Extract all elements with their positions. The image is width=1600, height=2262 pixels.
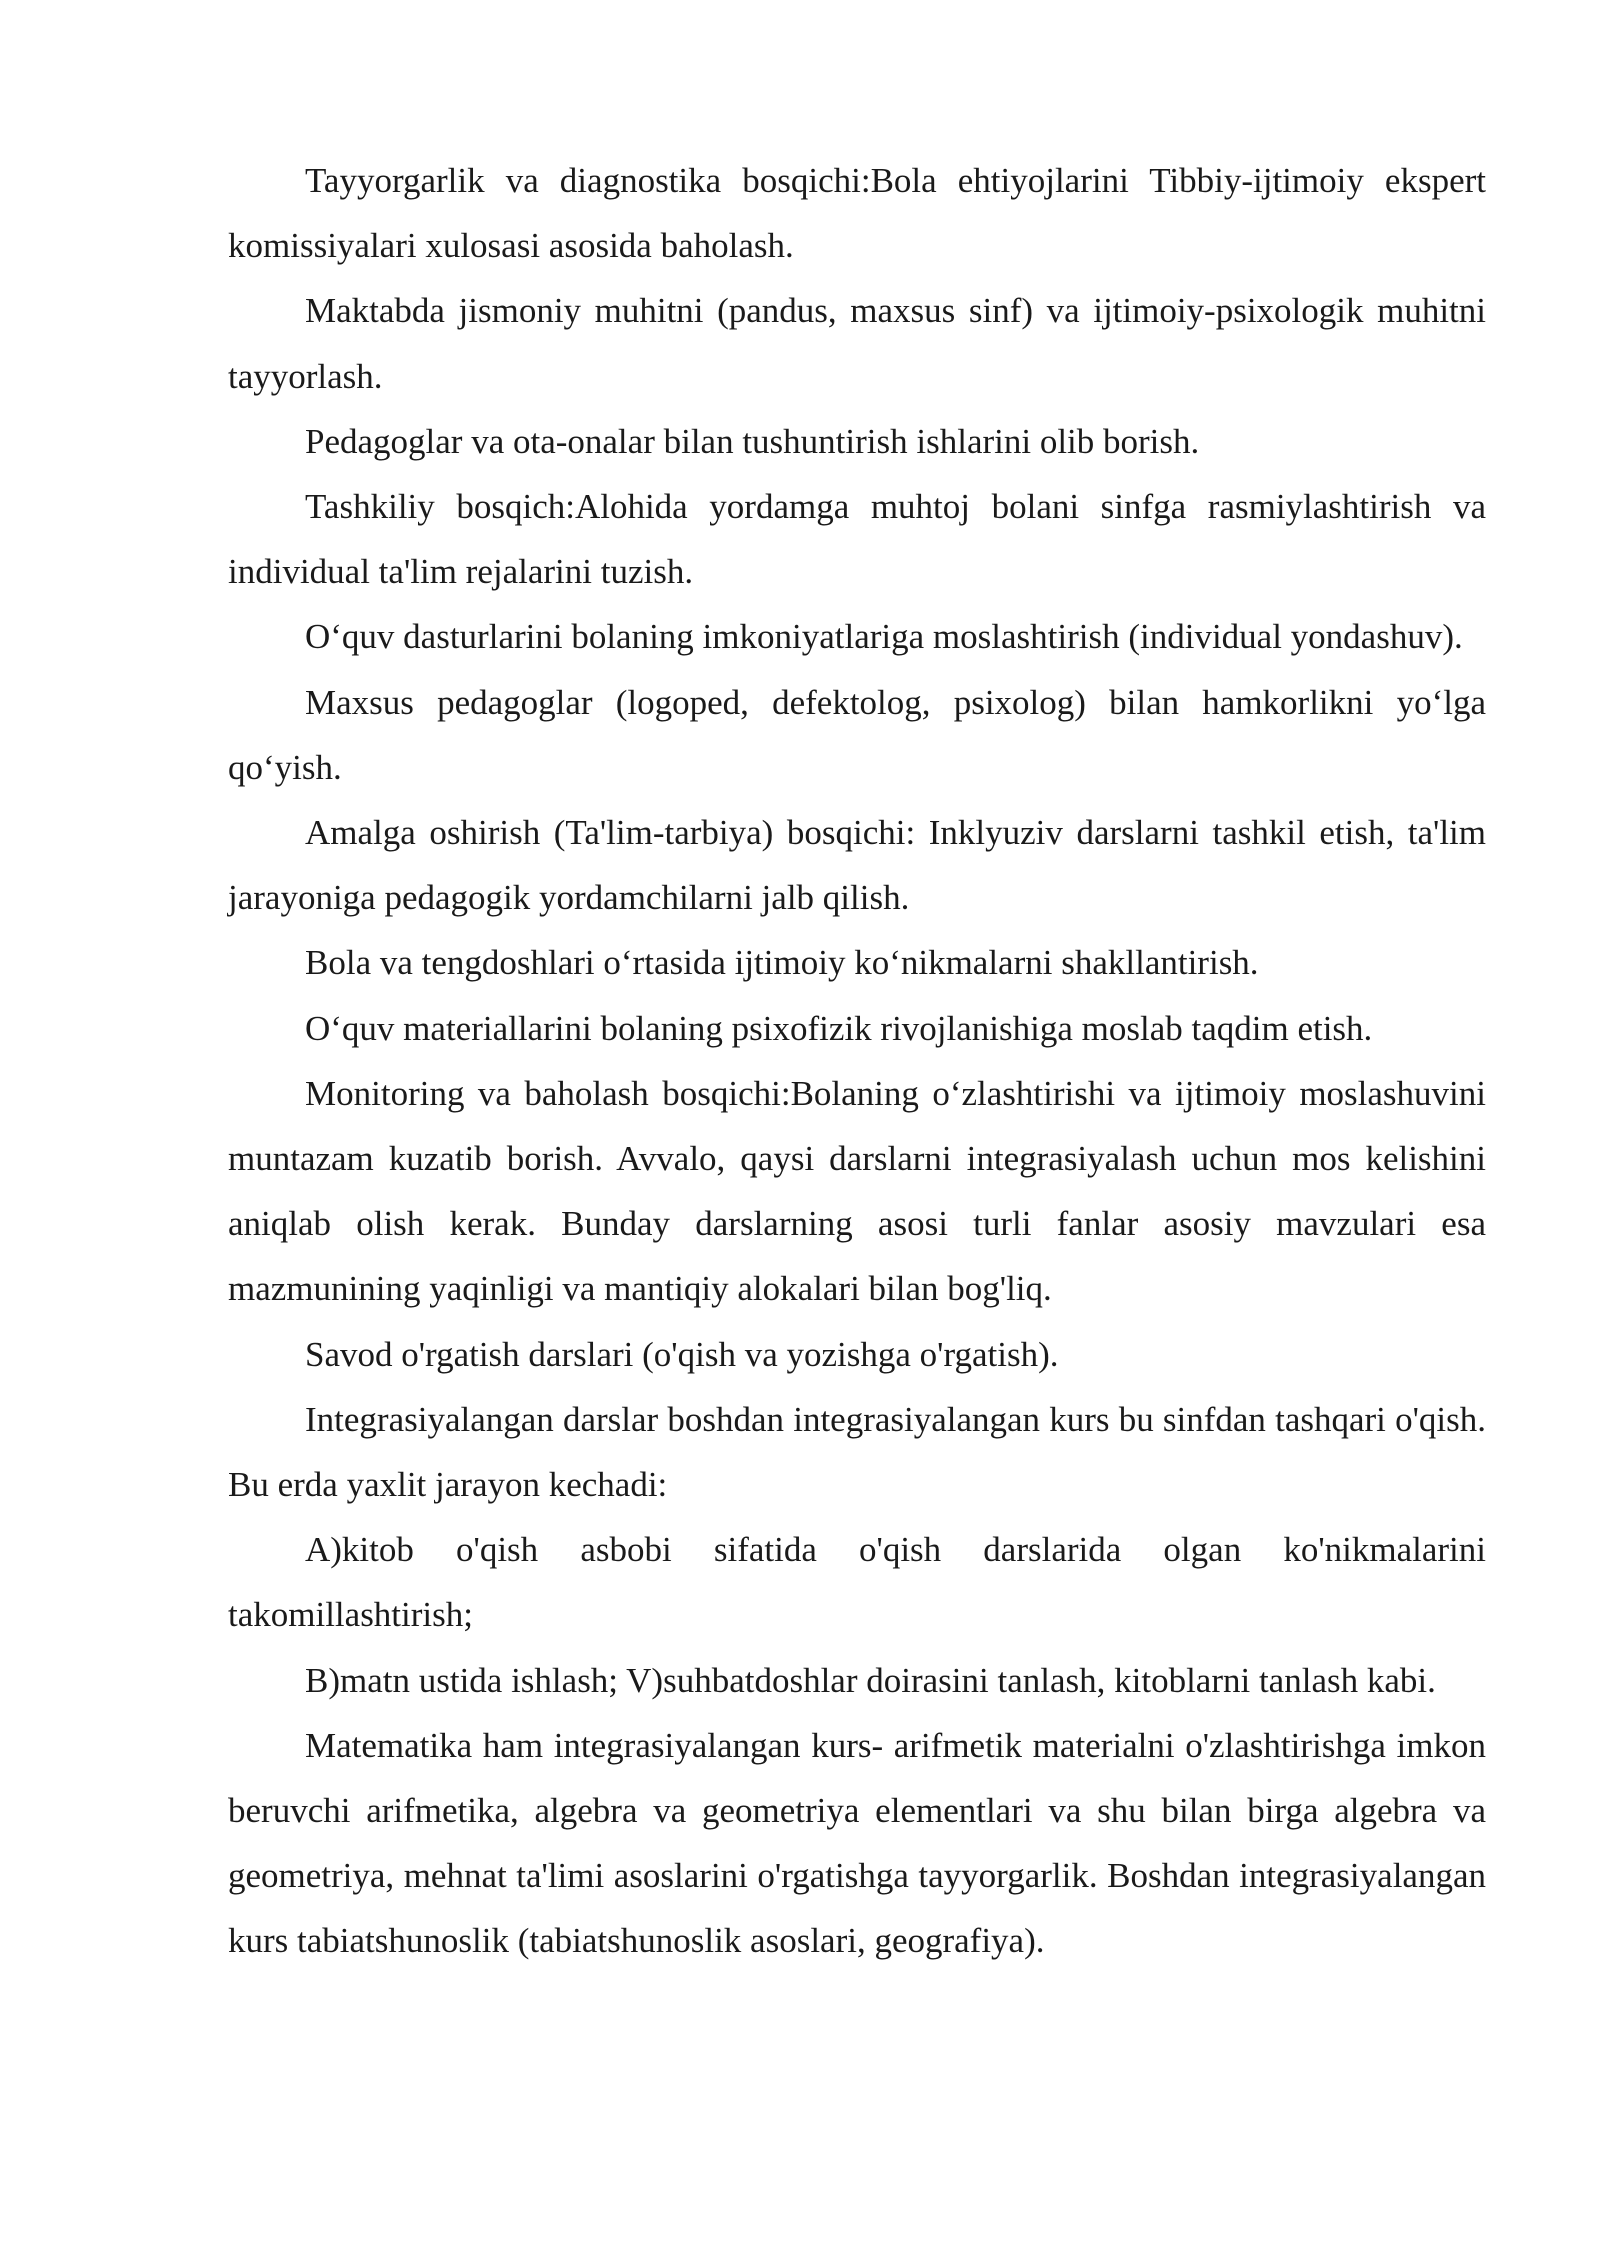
- paragraph-3: Pedagoglar va ota-onalar bilan tushuntirish ishlarini olib borish.: [305, 421, 1200, 461]
- paragraph-8: Bola va tengdoshlari o‘rtasida ijtimoiy ko‘nikmalarni shakllantirish.: [305, 943, 1259, 983]
- document-body: [228, 148, 1486, 1974]
- paragraph-9: O‘quv materiallarini bolaning psixofizik rivojlanishiga moslab taqdim etish.: [305, 1008, 1373, 1048]
- paragraph-6: Maxsus pedagoglar (logoped, defektolog, psixolog) bilan hamkorlikni yo‘lga qo‘yish.: [228, 682, 1486, 787]
- paragraph-2: Maktabda jismoniy muhitni (pandus, maxsus sinf) va ijtimoiy-psixologik muhitni tayyorlash.: [228, 291, 1486, 396]
- paragraph-4: Tashkiliy bosqich:Alohida yordamga muhtoj bolani sinfga rasmiylashtirish va individual ta'lim rejalarini tuzish.: [228, 487, 1486, 592]
- paragraph-5: O‘quv dasturlarini bolaning imkoniyatlariga moslashtirish (individual yondashuv).: [305, 617, 1463, 657]
- paragraph-1: Tayyorgarlik va diagnostika bosqichi:Bola ehtiyojlarini Tibbiy-ijtimoiy ekspert komissiyalari xulosasi asosida baholash.: [228, 161, 1486, 266]
- paragraph-13: A)kitob o'qish asbobi sifatida o'qish darslarida olgan ko'nikmalarini takomillashtirish;: [228, 1530, 1486, 1635]
- paragraph-14: B)matn ustida ishlash; V)suhbatdoshlar doirasini tanlash, kitoblarni tanlash kabi.: [305, 1660, 1436, 1700]
- paragraph-10: Monitoring va baholash bosqichi:Bolaning o‘zlashtirishi va ijtimoiy moslashuvini muntazam kuzatib borish. Avvalo, qaysi darslarni integrasiyalash uchun mos kelishini aniqlab olish kerak. Bunday darslarning asosi turli fanlar asosiy mavzulari esa mazmunining yaqinligi va mantiqiy alokalari bilan bog'liq.: [228, 1073, 1486, 1309]
- paragraph-7: Amalga oshirish (Ta'lim-tarbiya) bosqichi: Inklyuziv darslarni tashkil etish, ta'lim jarayoniga pedagogik yordamchilarni jalb qilish.: [228, 813, 1486, 918]
- paragraph-15: Matematika ham integrasiyalangan kurs- arifmetik materialni o'zlashtirishga imkon beruvchi arifmetika, algebra va geometriya elementlari va shu bilan birga algebra va geometriya, mehnat ta'limi asoslarini o'rgatishga tayyorgarlik. Boshdan integrasiyalangan kurs tabiatshunoslik (tabiatshunoslik asoslari, geografiya).: [228, 1725, 1486, 1961]
- paragraph-11: Savod o'rgatish darslari (o'qish va yozishga o'rgatish).: [305, 1334, 1059, 1374]
- paragraph-12: Integrasiyalangan darslar boshdan integrasiyalangan kurs bu sinfdan tashqari o'qish. Bu erda yaxlit jarayon kechadi:: [228, 1399, 1486, 1505]
